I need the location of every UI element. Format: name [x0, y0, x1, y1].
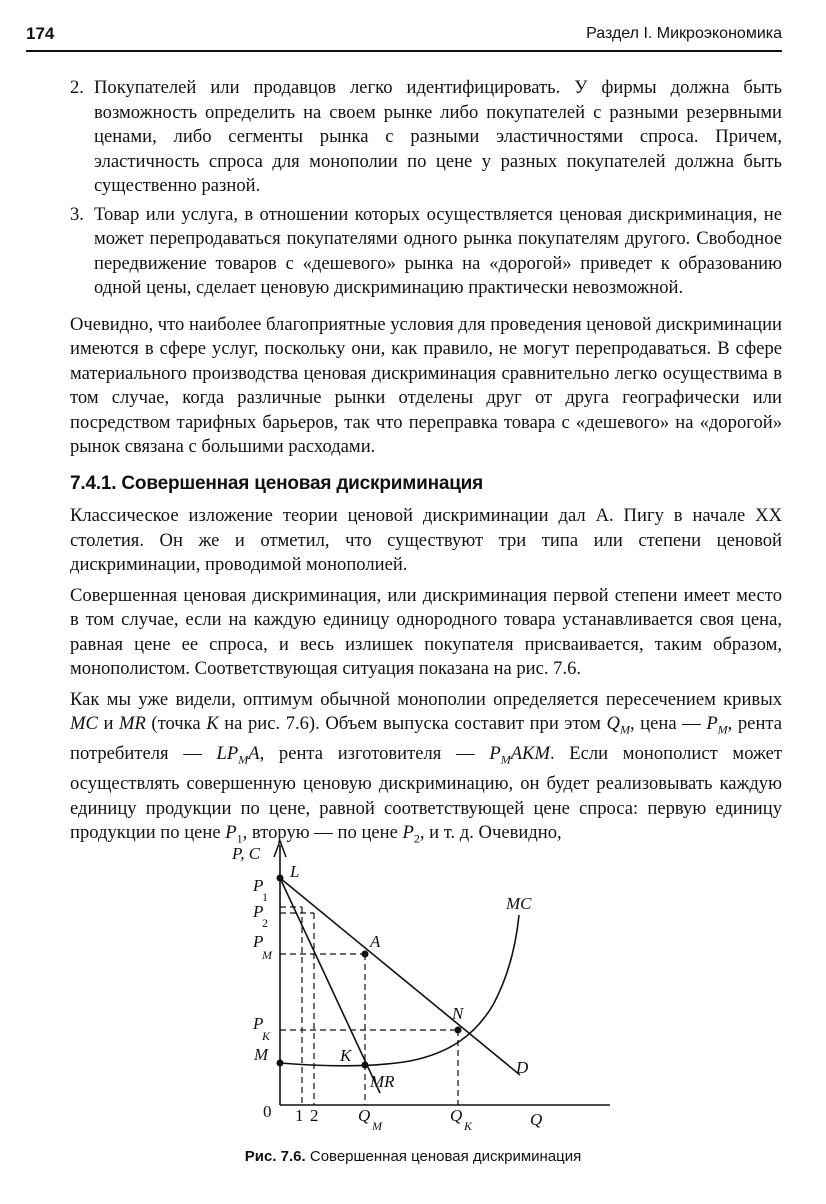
- section-heading: 7.4.1. Совершенная ценовая дискриминация: [70, 472, 484, 494]
- text-run: , рента изготовителя —: [259, 743, 490, 765]
- y-label-m: M: [254, 1045, 269, 1064]
- text-run: , вторую — по цене: [242, 822, 403, 844]
- point-a-label: A: [370, 932, 381, 951]
- math-pmakm-end: AKM: [510, 743, 550, 765]
- y-label-p2-sub: 2: [262, 916, 268, 930]
- list-number: 2.: [70, 77, 84, 98]
- point-m-marker: [277, 1060, 284, 1067]
- math-lpma-end: A: [248, 743, 260, 765]
- list-item: [70, 76, 782, 199]
- demand-curve: [280, 878, 520, 1075]
- point-a-marker: [362, 951, 369, 958]
- math-qm: Q: [606, 713, 620, 734]
- text-run: , цена —: [629, 713, 707, 734]
- x-label-qm: Q: [358, 1106, 371, 1125]
- conditions-list: [70, 76, 782, 301]
- y-label-pk-sub: K: [262, 1029, 271, 1043]
- y-label-p1-sub: 1: [262, 890, 268, 904]
- paragraph: Совершенная ценовая дискриминация, или дискриминация первой степени имеет место в том случае, если на каждую единицу однородного товара устанавливается своя цена, равная цене ее спроса, и весь излишек покупателя присваивается, таким образом, монополистом. Соответствующая ситуация показана на рис. 7.6.: [70, 584, 782, 679]
- x-label-qk: Q: [450, 1106, 463, 1125]
- list-item: [70, 203, 782, 301]
- list-text: Покупателей или продавцов легко идентифицировать. У фирмы должна быть возможность определить на своем рынке либо покупателей с разными резервными ценами, либо сегменты рынка с разными эластичностями спроса. Причем, эластичность спроса для монополии по цене у разных покупателей должна быть существенно разной.: [94, 77, 782, 196]
- math-k: K: [206, 713, 219, 734]
- point-l-marker: [277, 875, 284, 882]
- text-run: и: [97, 713, 119, 734]
- math-sub: M: [238, 752, 249, 767]
- caption-label: Рис. 7.6.: [244, 1148, 306, 1165]
- curve-d-label: D: [516, 1058, 529, 1077]
- text-run: Как мы уже видели, оптимум обычной монополии определяется пересечением кривых: [70, 688, 782, 710]
- point-k-marker: [362, 1062, 369, 1069]
- y-label-pm: P: [253, 932, 264, 951]
- page-body: [70, 76, 782, 852]
- price-discrimination-diagram: [210, 835, 630, 1145]
- math-p2: P: [402, 822, 414, 844]
- list-text: Товар или услуга, в отношении которых осуществляется ценовая дискриминация, не может перепродаваться покупателями одного рынка покупателям другого. Свободное передвижение товаров с «дешевого» рынка на «дорогой» приведет к образованию одной цены, сделает ценовую дискриминацию практически невозможной.: [94, 203, 782, 298]
- math-sub: 1: [236, 832, 243, 847]
- text-run: , и т. д. Очевидно,: [419, 822, 562, 844]
- text-run: на рис. 7.6). Объем выпуска составит при этом: [218, 713, 607, 734]
- caption-text: Совершенная ценовая дискриминация: [305, 1148, 582, 1165]
- point-n-label: N: [452, 1004, 464, 1023]
- running-head: Раздел I. Микроэкономика: [586, 25, 782, 42]
- paragraph: [70, 688, 782, 852]
- math-lpma: LP: [216, 743, 239, 765]
- math-sub: M: [500, 752, 511, 767]
- x-axis-label: Q: [530, 1110, 543, 1129]
- math-sub: M: [619, 722, 630, 737]
- curve-mr-label: MR: [370, 1072, 395, 1091]
- x-tick-2: 2: [310, 1106, 319, 1125]
- text-run: , рента потребителя —: [70, 713, 782, 765]
- y-label-pm-sub: M: [262, 948, 272, 962]
- figure-caption: [0, 1148, 826, 1165]
- y-label-p2: P: [253, 902, 264, 921]
- math-pm: P: [706, 713, 718, 734]
- y-label-p1: P: [253, 876, 264, 895]
- x-tick-1: 1: [295, 1106, 304, 1125]
- y-label-pk: P: [253, 1014, 264, 1033]
- math-mr: MR: [118, 713, 146, 734]
- math-sub: M: [717, 722, 728, 737]
- paragraph: Классическое изложение теории ценовой дискриминации дал А. Пигу в начале XX столетия. Он же и отметил, что существуют три типа или степени ценовой дискриминации, проводимой монополией.: [70, 505, 782, 575]
- paragraph: Очевидно, что наиболее благоприятные условия для проведения ценовой дискриминации имеются в сфере услуг, поскольку они, как правило, не могут перепродаваться. В сфере материального производства ценовая дискриминация сравнительно легко осуществима в том случае, когда различные рынки отделены друг от друга географически или посредством тарифных барьеров, так что переправка товара с «дешевого» на «дорогой» рынок связана с большими расходами.: [70, 313, 783, 457]
- math-sub: 2: [413, 832, 420, 847]
- math-mc: MC: [70, 713, 98, 734]
- point-l-label: L: [290, 862, 300, 881]
- list-number: 3.: [70, 203, 84, 225]
- point-n-marker: [455, 1027, 462, 1034]
- y-axis-label: P, C: [232, 844, 261, 863]
- page-number: 174: [26, 24, 55, 43]
- x-label-qm-sub: M: [372, 1119, 382, 1133]
- x-label-qk-sub: K: [464, 1119, 473, 1133]
- math-p1: P: [225, 822, 237, 844]
- math-pmakm: P: [489, 743, 501, 765]
- figure-7-6: [210, 835, 630, 1145]
- mc-curve: [280, 915, 519, 1066]
- text-run: . Если монополист может осуществлять совершенную ценовую дискриминацию, он будет реализовывать каждую единицу продукции по цене, равной соответствующей цене спроса: первую единицу продукции по цене: [70, 743, 783, 844]
- text-run: (точка: [145, 713, 207, 734]
- page-header: [26, 22, 782, 52]
- point-k-label: K: [340, 1046, 352, 1065]
- origin-label: 0: [263, 1102, 272, 1121]
- curve-mc-label: MC: [506, 894, 532, 913]
